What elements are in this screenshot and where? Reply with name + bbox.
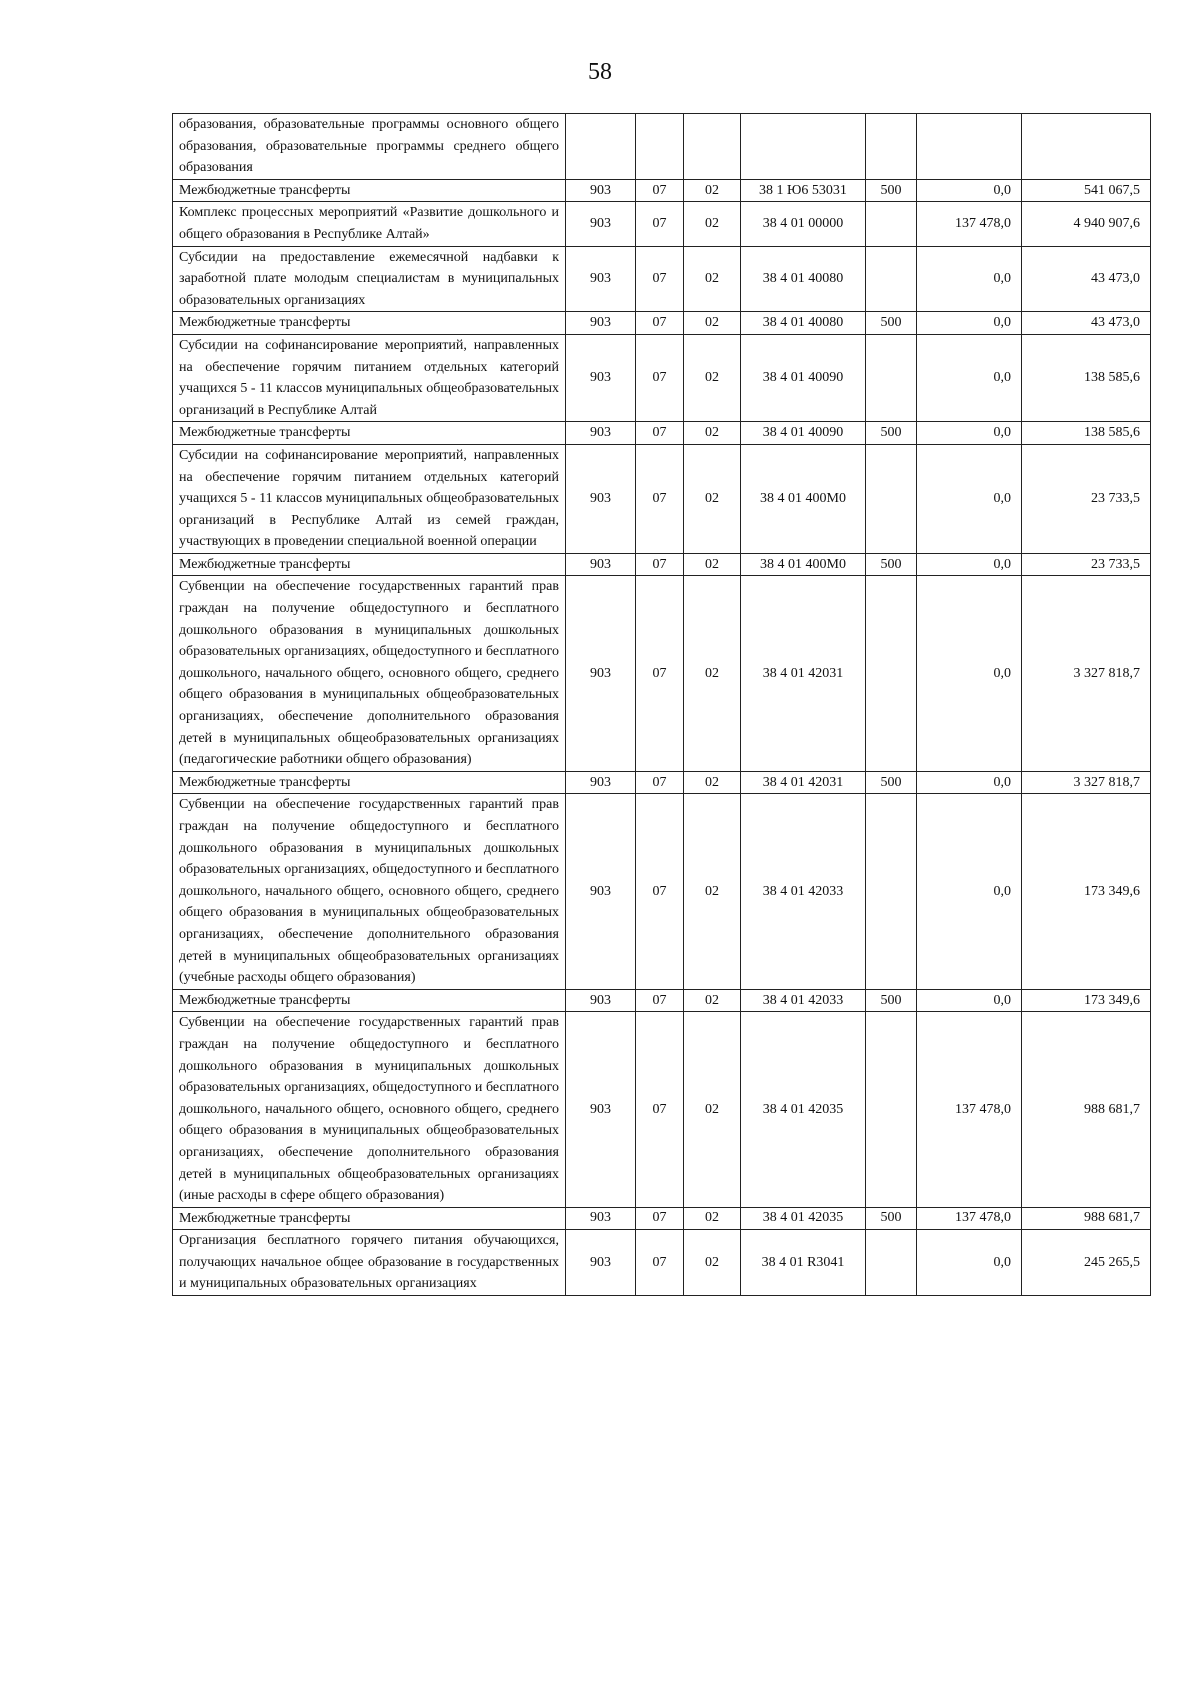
row-name-cell: Межбюджетные трансферты (173, 422, 566, 445)
section-code-cell: 07 (636, 202, 684, 246)
table-row (173, 1012, 1151, 1207)
section-code-cell: 07 (636, 989, 684, 1012)
row-name-cell: Организация бесплатного горячего питания обучающихся, получающих начальное общее образование в государственных и муниципальных образовательных организациях (173, 1230, 566, 1296)
target-article-cell: 38 4 01 00000 (741, 202, 866, 246)
row-name-cell: Межбюджетные трансферты (173, 312, 566, 335)
subsection-code-cell: 02 (684, 1230, 741, 1296)
amount-1-cell: 137 478,0 (917, 1012, 1022, 1207)
amount-2-cell: 3 327 818,7 (1022, 576, 1151, 771)
subsection-code-cell: 02 (684, 334, 741, 421)
section-code-cell: 07 (636, 312, 684, 335)
subsection-code-cell: 02 (684, 1207, 741, 1230)
expense-type-cell (866, 794, 917, 989)
subsection-code-cell: 02 (684, 989, 741, 1012)
expense-type-cell: 500 (866, 179, 917, 202)
target-article-cell: 38 4 01 40080 (741, 246, 866, 312)
table-row (173, 794, 1151, 989)
admin-code-cell: 903 (566, 422, 636, 445)
amount-2-cell: 988 681,7 (1022, 1012, 1151, 1207)
admin-code-cell: 903 (566, 989, 636, 1012)
section-code-cell: 07 (636, 334, 684, 421)
amount-1-cell: 0,0 (917, 246, 1022, 312)
amount-1-cell: 0,0 (917, 794, 1022, 989)
amount-2-cell: 23 733,5 (1022, 553, 1151, 576)
target-article-cell: 38 4 01 42031 (741, 771, 866, 794)
expense-type-cell: 500 (866, 1207, 917, 1230)
expense-type-cell: 500 (866, 553, 917, 576)
amount-1-cell: 137 478,0 (917, 202, 1022, 246)
amount-2-cell: 173 349,6 (1022, 989, 1151, 1012)
amount-2-cell: 3 327 818,7 (1022, 771, 1151, 794)
row-name-cell: Межбюджетные трансферты (173, 553, 566, 576)
admin-code-cell: 903 (566, 202, 636, 246)
subsection-code-cell: 02 (684, 179, 741, 202)
row-name-cell: Межбюджетные трансферты (173, 771, 566, 794)
target-article-cell: 38 4 01 42035 (741, 1012, 866, 1207)
table-row (173, 1230, 1151, 1296)
subsection-code-cell: 02 (684, 553, 741, 576)
subsection-code-cell: 02 (684, 576, 741, 771)
expense-type-cell (866, 246, 917, 312)
amount-2-cell: 138 585,6 (1022, 422, 1151, 445)
table-row (173, 444, 1151, 553)
amount-1-cell: 0,0 (917, 422, 1022, 445)
admin-code-cell: 903 (566, 794, 636, 989)
amount-2-cell: 541 067,5 (1022, 179, 1151, 202)
amount-2-cell: 23 733,5 (1022, 444, 1151, 553)
table-row (173, 179, 1151, 202)
target-article-cell: 38 4 01 42033 (741, 794, 866, 989)
expense-type-cell (866, 202, 917, 246)
amount-1-cell (917, 114, 1022, 180)
row-name-cell: Субвенции на обеспечение государственных гарантий прав граждан на получение общедоступного и бесплатного дошкольного образования в муниципальных дошкольных образовательных организациях, общедоступного и бесплатного дошкольного, начального общего, основного общего, среднего общего образования в муниципальных общеобразовательных организациях, обеспечение дополнительного образования детей в муниципальных общеобразовательных организациях (иные расходы в сфере общего образования) (173, 1012, 566, 1207)
subsection-code-cell: 02 (684, 422, 741, 445)
table-row (173, 114, 1151, 180)
row-name-cell: Межбюджетные трансферты (173, 1207, 566, 1230)
admin-code-cell: 903 (566, 771, 636, 794)
amount-1-cell: 0,0 (917, 553, 1022, 576)
target-article-cell: 38 4 01 40080 (741, 312, 866, 335)
table-row (173, 422, 1151, 445)
row-name-cell: Субвенции на обеспечение государственных гарантий прав граждан на получение общедоступного и бесплатного дошкольного образования в муниципальных дошкольных образовательных организациях, общедоступного и бесплатного дошкольного, начального общего, основного общего, среднего общего образования в муниципальных общеобразовательных организациях, обеспечение дополнительного образования детей в муниципальных общеобразовательных организациях (педагогические работники общего образования) (173, 576, 566, 771)
admin-code-cell: 903 (566, 334, 636, 421)
expense-type-cell: 500 (866, 312, 917, 335)
section-code-cell: 07 (636, 1207, 684, 1230)
amount-1-cell: 0,0 (917, 1230, 1022, 1296)
section-code-cell: 07 (636, 553, 684, 576)
section-code-cell: 07 (636, 1230, 684, 1296)
expense-type-cell: 500 (866, 422, 917, 445)
table-row (173, 334, 1151, 421)
table-row (173, 202, 1151, 246)
admin-code-cell: 903 (566, 246, 636, 312)
table-row (173, 576, 1151, 771)
target-article-cell: 38 4 01 42033 (741, 989, 866, 1012)
amount-2-cell: 988 681,7 (1022, 1207, 1151, 1230)
admin-code-cell: 903 (566, 576, 636, 771)
target-article-cell: 38 4 01 40090 (741, 422, 866, 445)
expense-type-cell: 500 (866, 771, 917, 794)
target-article-cell: 38 1 Ю6 53031 (741, 179, 866, 202)
subsection-code-cell: 02 (684, 202, 741, 246)
amount-2-cell: 173 349,6 (1022, 794, 1151, 989)
amount-2-cell: 245 265,5 (1022, 1230, 1151, 1296)
table-row (173, 246, 1151, 312)
target-article-cell: 38 4 01 400М0 (741, 553, 866, 576)
admin-code-cell: 903 (566, 312, 636, 335)
target-article-cell: 38 4 01 42035 (741, 1207, 866, 1230)
admin-code-cell: 903 (566, 1012, 636, 1207)
table-row (173, 312, 1151, 335)
table-row (173, 989, 1151, 1012)
target-article-cell: 38 4 01 40090 (741, 334, 866, 421)
amount-2-cell: 43 473,0 (1022, 312, 1151, 335)
admin-code-cell: 903 (566, 553, 636, 576)
amount-1-cell: 0,0 (917, 444, 1022, 553)
amount-2-cell: 43 473,0 (1022, 246, 1151, 312)
section-code-cell: 07 (636, 576, 684, 771)
subsection-code-cell: 02 (684, 246, 741, 312)
subsection-code-cell (684, 114, 741, 180)
subsection-code-cell: 02 (684, 794, 741, 989)
amount-2-cell: 4 940 907,6 (1022, 202, 1151, 246)
row-name-cell: Субсидии на софинансирование мероприятий, направленных на обеспечение горячим питанием отдельных категорий учащихся 5 - 11 классов муниципальных общеобразовательных организаций в Республике Алтай (173, 334, 566, 421)
expense-type-cell (866, 576, 917, 771)
section-code-cell: 07 (636, 444, 684, 553)
admin-code-cell (566, 114, 636, 180)
admin-code-cell: 903 (566, 179, 636, 202)
subsection-code-cell: 02 (684, 444, 741, 553)
row-name-cell: образования, образовательные программы основного общего образования, образовательные программы среднего общего образования (173, 114, 566, 180)
section-code-cell: 07 (636, 179, 684, 202)
row-name-cell: Субсидии на предоставление ежемесячной надбавки к заработной плате молодым специалистам в муниципальных образовательных организациях (173, 246, 566, 312)
section-code-cell: 07 (636, 422, 684, 445)
table-row (173, 1207, 1151, 1230)
row-name-cell: Комплекс процессных мероприятий «Развитие дошкольного и общего образования в Республике Алтай» (173, 202, 566, 246)
expense-type-cell (866, 1230, 917, 1296)
expense-type-cell (866, 334, 917, 421)
amount-1-cell: 0,0 (917, 312, 1022, 335)
admin-code-cell: 903 (566, 444, 636, 553)
amount-1-cell: 0,0 (917, 179, 1022, 202)
expense-type-cell (866, 444, 917, 553)
expense-type-cell (866, 114, 917, 180)
row-name-cell: Межбюджетные трансферты (173, 989, 566, 1012)
amount-1-cell: 137 478,0 (917, 1207, 1022, 1230)
row-name-cell: Межбюджетные трансферты (173, 179, 566, 202)
section-code-cell (636, 114, 684, 180)
section-code-cell: 07 (636, 771, 684, 794)
expense-type-cell: 500 (866, 989, 917, 1012)
amount-2-cell (1022, 114, 1151, 180)
subsection-code-cell: 02 (684, 771, 741, 794)
admin-code-cell: 903 (566, 1230, 636, 1296)
amount-1-cell: 0,0 (917, 334, 1022, 421)
section-code-cell: 07 (636, 1012, 684, 1207)
page-number: 58 (588, 59, 612, 85)
row-name-cell: Субвенции на обеспечение государственных гарантий прав граждан на получение общедоступного и бесплатного дошкольного образования в муниципальных дошкольных образовательных организациях, общедоступного и бесплатного дошкольного, начального общего, основного общего, среднего общего образования в муниципальных общеобразовательных организациях, обеспечение дополнительного образования детей в муниципальных общеобразовательных организациях (учебные расходы общего образования) (173, 794, 566, 989)
target-article-cell: 38 4 01 400М0 (741, 444, 866, 553)
subsection-code-cell: 02 (684, 312, 741, 335)
section-code-cell: 07 (636, 246, 684, 312)
table-row (173, 553, 1151, 576)
admin-code-cell: 903 (566, 1207, 636, 1230)
target-article-cell: 38 4 01 R3041 (741, 1230, 866, 1296)
table-row (173, 771, 1151, 794)
row-name-cell: Субсидии на софинансирование мероприятий, направленных на обеспечение горячим питанием отдельных категорий учащихся 5 - 11 классов муниципальных общеобразовательных организаций в Республике Алтай из семей граждан, участвующих в проведении специальной военной операции (173, 444, 566, 553)
subsection-code-cell: 02 (684, 1012, 741, 1207)
section-code-cell: 07 (636, 794, 684, 989)
budget-table (172, 113, 1151, 1296)
amount-2-cell: 138 585,6 (1022, 334, 1151, 421)
target-article-cell (741, 114, 866, 180)
amount-1-cell: 0,0 (917, 989, 1022, 1012)
expense-type-cell (866, 1012, 917, 1207)
amount-1-cell: 0,0 (917, 576, 1022, 771)
target-article-cell: 38 4 01 42031 (741, 576, 866, 771)
amount-1-cell: 0,0 (917, 771, 1022, 794)
